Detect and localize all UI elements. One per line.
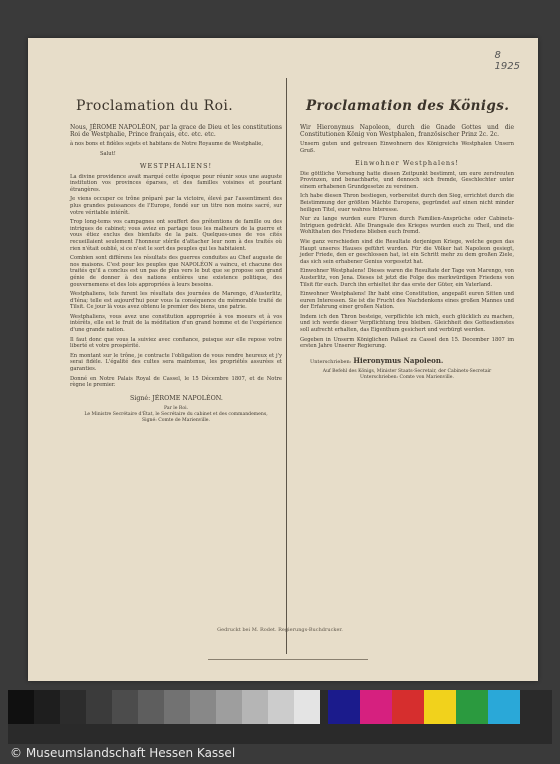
- column-divider: [286, 78, 287, 654]
- color-patch-strip: [328, 690, 520, 724]
- german-para: Wie ganz verschieden sind die Resultate derjenigen Kriege, welche gegen das Haupt unseres Hauses geführt wurden. Für die Völker hat Napoleon gesiegt, jeder Friede, den er geschlossen hat, ist ein Schritt mehr zu dem großen Ziele, das sich sein erhabener Genius vorgesetzt hat.: [300, 238, 514, 265]
- french-signature: Signé: JÉROME NAPOLÉON.: [130, 394, 223, 402]
- german-signature-name: Hieronymus Napoleon.: [353, 355, 444, 365]
- german-countersign: Unterschrieben: Comte von Marienville.: [360, 374, 454, 380]
- handnote-number: 1925: [494, 61, 520, 72]
- french-para: Trop long-tems vos campagnes ont souffert des prétentions de famille ou des intrigues de cabinet; vous aviez en partage tous les malheurs de la guerre et vous étiez exclus des bienfaits de la paix. Quelques-unes de vos cités recueillaient seulement l'honneur stérile d'attacher leur nom à des traités où rien n'était oublié, si ce n'est le sort des peuples qui les habitaient.: [70, 219, 282, 252]
- french-para: Je viens occuper ce trône préparé par la victoire, élevé par l'assentiment des plus grandes puissances de l'Europe, fondé sur un titre non moins sacré, sur votre véritable intérêt.: [70, 196, 282, 216]
- german-intro: Wir Hieronymus Napoleon, durch die Gnade Gottes und die Constitutionen König von Westphalen, französischer Prinz 2c. 2c.: [300, 124, 514, 139]
- german-para: Einwohner Westphalens! Ihr habt eine Constitution, angepaßt euren Sitten und euren Interessen. Sie ist die Frucht des Nachdenkens eines großen Mannes und der Erfahrung einer großen Nation.: [300, 291, 514, 311]
- footer-rule: [208, 659, 368, 660]
- french-para: Donné en Notre Palais Royal de Cassel, le 15 Décembre 1807, et de Notre règne le premier.: [70, 375, 282, 389]
- german-para: Einwohner Westphalens! Dieses waren die Resultate der Tage von Marengo, von Austerlitz, von Jena. Dieses ist jetzt die Folge des merkwürdigen Friedens von Tilsit für euch. Durch ihn erhieltet ihr das erste der Güter, ein Vaterland.: [300, 268, 514, 288]
- german-by-order: Auf Befehl des Königs, Minister Staats-Secretair, der Cabinets-Secretair: [322, 368, 492, 374]
- handnote-top: 8: [494, 50, 501, 61]
- french-countersign: Signé: Comte de Marienville.: [142, 417, 210, 423]
- german-signature: [310, 356, 514, 365]
- document-sheet: [28, 38, 538, 681]
- grayscale-strip: [8, 690, 320, 724]
- french-para: Westphaliens, vous avez une constitution appropriée à vos moeurs et à vos intérêts, elle est le fruit de la méditation d'un grand homme et de l'expérience d'une grande nation.: [70, 313, 282, 334]
- color-calibration-card: [8, 690, 552, 744]
- german-para: Ich habe diesen Thron bestiegen, vorbereitet durch den Sieg, errichtet durch die Beistimmung der größten Mächte Europens, gegründet auf einen nicht minder heiligen Titel, euer wahres Interesse.: [300, 193, 514, 213]
- german-heading: Einwohner Westphalens!: [354, 158, 460, 167]
- french-title: Proclamation du Roi.: [76, 98, 234, 114]
- french-para: En montant sur le trône, je contracte l'obligation de vous rendre heureux et j'y serai fidèle. L'égalité des cultes sera maintenue, les propriétés assurées et garanties.: [70, 352, 282, 373]
- german-title: Proclamation des Königs.: [306, 98, 510, 114]
- french-heading: WESTPHALIENS!: [139, 161, 213, 170]
- french-office: Le Ministre Secrétaire d'État, le Secrétaire du cabinet et des commandemens,: [84, 411, 268, 417]
- printer-footer: Gedruckt bei M. Rodet. Regierungs-Buchdrucker.: [217, 627, 343, 633]
- german-para: Gegeben in Unserm Königlichen Pallast zu Cassel den 15. December 1807 im ersten Jahre Unserer Regierung.: [300, 336, 514, 350]
- german-para: Die göttliche Vorsehung hatte diesen Zeitpunkt bestimmt, um eure zerstreuten Provinzen, und benachbarte, und dennoch sich fremde, Geschlechter unter einem erhabenen Grundgesetze zu vereinen.: [300, 170, 514, 190]
- french-address: à nos bons et fidèles sujets et habitans de Notre Royaume de Westphalie,: [70, 141, 264, 148]
- german-address: Unsern guten und getreuen Einwohnern des Königreichs Westphalen Unsern Gruß.: [300, 141, 514, 154]
- french-column: [70, 92, 282, 424]
- french-para: Westphaliens, tels furent les résultats des journées de Marengo, d'Austerlitz, d'Iéna; telle est aujourd'hui pour vous la conséquence du mémorable traité de Tilsit. Ce jour là vous avez obtenu le premier des biens, une patrie.: [70, 291, 282, 311]
- german-signature-label: Unterschrieben:: [310, 358, 352, 365]
- copyright-caption: © Museumslandschaft Hessen Kassel: [10, 746, 236, 760]
- german-column: [300, 92, 514, 381]
- german-para: Nur zu lange wurden eure Fluren durch Familien-Ansprüche oder Cabinets-Intriguen gedrückt. Alle Drangsale des Krieges wurden euch zu Theil, und die Wohlthaten des Friedens blieben euch fremd.: [300, 216, 514, 236]
- french-salut: Salut!: [100, 151, 116, 157]
- handwritten-note: [495, 50, 520, 72]
- french-para: Il faut donc que vous la suiviez avec confiance, puisque sur elle repose votre liberté et votre prospérité.: [70, 336, 282, 350]
- french-intro: Nous, JÉROME NAPOLÉON, par la grace de Dieu et les constitutions Roi de Westphalie, Prince français, etc. etc. etc.: [70, 124, 282, 139]
- french-para: Combien sont différens les résultats des guerres conduites au Chef auguste de nos maisons. C'est pour les peuples que NAPOLÉON a vaincu, et chacune des traités qu'il a conclus est un pas de plus vers le but que se propose son grand génie de donner à des nations entières une existence politique, des gouvernemens et des lois appropriées à leurs besoins.: [70, 255, 282, 288]
- french-by-king: Par le Roi.: [163, 405, 189, 411]
- german-para: Indem ich den Thron besteige, verpflichte ich mich, euch glücklich zu machen, und ich werde dieser Verpflichtung treu bleiben. Gleichheit des Gottesdienstes soll aufrecht erhalten, das Eigenthum gesichert und verbürgt werden.: [300, 313, 514, 334]
- french-para: La divine providence avait marqué cette époque pour réunir sous une auguste institution vos provinces éparses, et des familles voisines et pourtant étrangères.: [70, 173, 282, 193]
